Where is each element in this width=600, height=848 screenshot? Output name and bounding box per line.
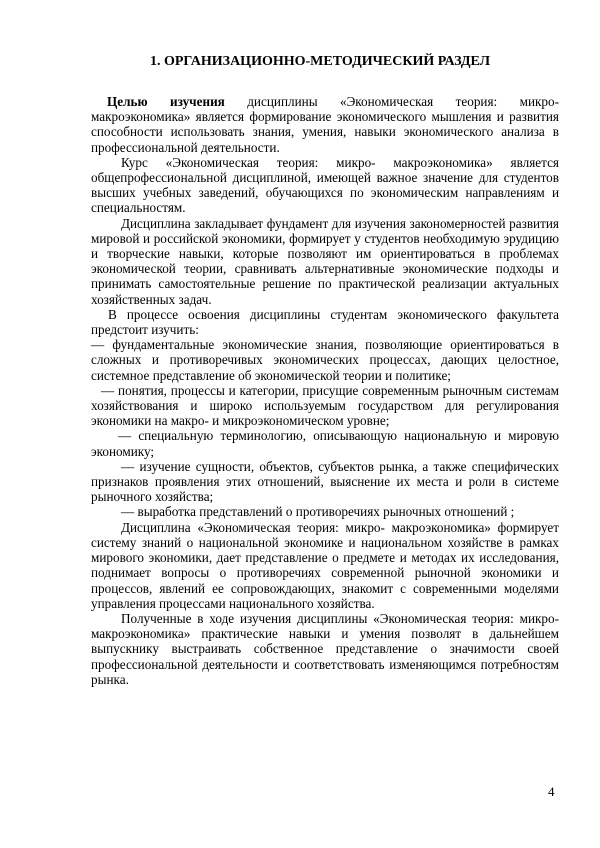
list-item: — понятия, процессы и категории, присущие современным рыночным системам хозяйствования и широко используемым государством для регулирования экономики на макро- и микроэкономическом уровне; — [91, 382, 559, 429]
page-number: 4 — [548, 784, 555, 799]
list-item: — изучение сущности, объектов, субъектов рынка, а также специфических признаков проявления этих отношений, выяснение их места и роли в системе рыночного хозяйства; — [91, 458, 559, 505]
goal-term: Целью изучения — [107, 94, 225, 109]
list-item: — выработка представлений о противоречиях рыночных отношений ; — [121, 504, 515, 520]
section-heading: 1. ОРГАНИЗАЦИОННО-МЕТОДИЧЕСКИЙ РАЗДЕЛ — [149, 54, 491, 69]
goal-text: дисциплины «Экономическая теория: микро-макроэкономика» является формирование экономического мышления и развития способности использовать знания, умения, навыки экономического анализа в профессиональной деятельности. — [91, 94, 559, 155]
result-paragraph: Полученные в ходе изучения дисциплины «Экономическая теория: микро-макроэкономика» практические навыки и умения позволят в дальнейшем выпускнику выстраивать собственное представление о значимости своей профессиональной деятельности и соответствовать изменяющимся потребностям рынка. — [91, 610, 559, 687]
document-body — [91, 94, 559, 687]
foundation-paragraph: Дисциплина закладывает фундамент для изучения закономерностей развития мировой и российской экономики, формирует у студентов необходимую эрудицию и творческие навыки, которые позволяют им ориентироваться в проблемах экономической теории, сравнивать альтернативные экономические подходы и принимать самостоятельные решение по практической реализации актуальных хозяйственных задач. — [91, 215, 559, 307]
process-paragraph: В процессе освоения дисциплины студентам экономического факультета предстоит изучить: — [91, 306, 559, 338]
list-item: — специальную терминологию, описывающую национальную и мировую экономику; — [91, 428, 559, 459]
goal-paragraph — [91, 94, 559, 155]
course-paragraph: Курс «Экономическая теория: микро- макроэкономика» является общепрофессиональной дисциплиной, имеющей важное значение для студентов высших учебных заведений, обучающихся по экономическим направлениям и специальностям. — [91, 154, 559, 216]
discipline-paragraph: Дисциплина «Экономическая теория: микро- макроэкономика» формирует систему знаний о национальной экономике и национальном хозяйстве в рамках мирового экономики, дает представление о предмете и методах их исследования, поднимает вопросы о противоречиях современной рыночной экономики и процессов, явлений ее сопровождающих, знакомит с современными моделями управления процессами национального хозяйства. — [91, 519, 559, 611]
list-item: — фундаментальные экономические знания, позволяющие ориентироваться в сложных и противоречивых экономических процессах, дающих целостное, системное представление об экономической теории и политике; — [91, 337, 559, 383]
